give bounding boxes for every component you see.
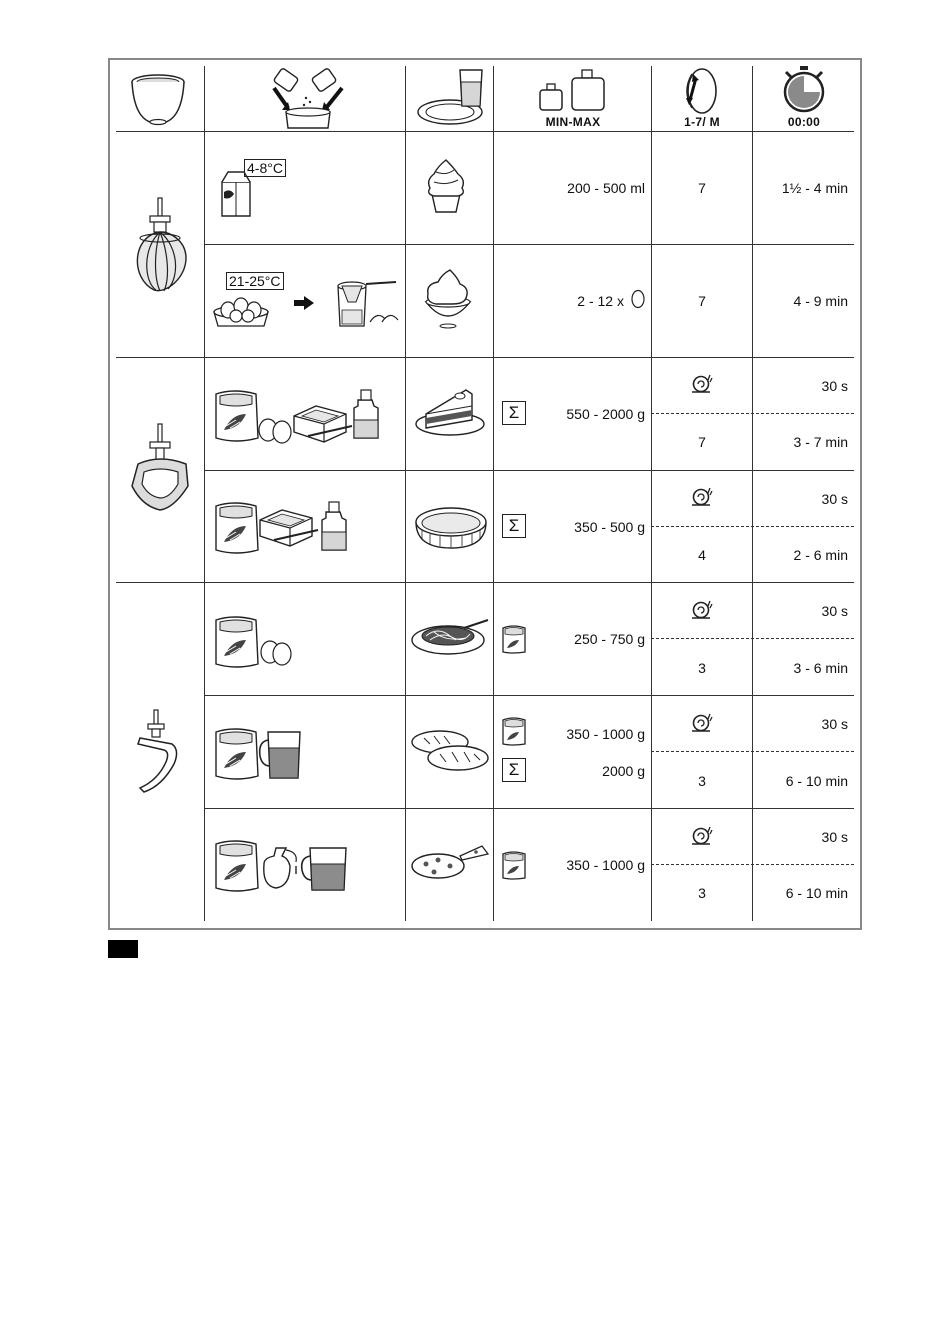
quantity-value: 550 - 2000 g xyxy=(566,406,645,422)
column-divider xyxy=(651,66,652,921)
row-divider xyxy=(116,357,854,358)
row-divider xyxy=(204,808,854,809)
sum-icon: Σ xyxy=(502,401,526,425)
speed-dial-icon xyxy=(680,66,724,116)
dough-hook-icon xyxy=(136,710,182,796)
bowl-icon xyxy=(128,68,188,128)
timer-icon xyxy=(780,66,828,114)
dashed-divider xyxy=(651,864,854,865)
whipped-cream-icon xyxy=(424,158,468,214)
quantity-value: 250 - 750 g xyxy=(574,631,645,647)
speed-header: 1-7/ M xyxy=(684,115,720,129)
quantity-value: 2000 g xyxy=(602,763,645,779)
time-value: 30 s xyxy=(821,829,848,845)
row-divider xyxy=(204,470,854,471)
egg-separator-icon xyxy=(334,276,400,332)
flour-bag-small-icon xyxy=(501,850,527,880)
row-divider xyxy=(116,582,854,583)
time-header: 00:00 xyxy=(787,115,821,129)
row-divider xyxy=(204,695,854,696)
time-value: 30 s xyxy=(821,491,848,507)
flour-bag-small-icon xyxy=(501,716,527,746)
quantity-value: 200 - 500 ml xyxy=(567,180,645,196)
snail-icon xyxy=(690,487,712,509)
snail-icon xyxy=(690,826,712,848)
ingredients-icon xyxy=(268,66,348,130)
quantity-value: 350 - 1000 g xyxy=(566,726,645,742)
column-divider xyxy=(204,66,205,921)
quantity-value: 350 - 1000 g xyxy=(566,857,645,873)
dashed-divider xyxy=(651,413,854,414)
time-value: 2 - 6 min xyxy=(793,547,848,563)
column-divider xyxy=(405,66,406,921)
egg-foam-icon xyxy=(422,268,474,328)
spaghetti-plate-icon xyxy=(410,616,490,658)
egg-tray-icon xyxy=(212,294,270,330)
tart-icon xyxy=(412,502,490,550)
bread-loaves-icon xyxy=(410,728,490,772)
quantity-value: 350 - 500 g xyxy=(574,519,645,535)
flour-eggs-icon xyxy=(212,612,292,670)
speed-value: 4 xyxy=(698,547,706,563)
milk-carton-icon xyxy=(218,170,254,218)
snail-icon xyxy=(690,600,712,622)
flour-water-icon xyxy=(212,724,302,782)
plate-glass-icon xyxy=(414,68,486,128)
time-value: 3 - 6 min xyxy=(793,660,848,676)
dashed-divider xyxy=(651,526,854,527)
sum-icon: Σ xyxy=(502,758,526,782)
shortcrust-ingredients-icon xyxy=(212,498,352,558)
dashed-divider xyxy=(651,751,854,752)
time-value: 6 - 10 min xyxy=(785,885,848,901)
column-divider xyxy=(493,66,494,921)
mixing-paddle-icon xyxy=(128,424,192,514)
whisk-icon xyxy=(132,198,188,294)
speed-value: 3 xyxy=(698,885,706,901)
speed-value: 3 xyxy=(698,773,706,789)
weight-range-header: MIN-MAX xyxy=(545,115,601,129)
weights-icon xyxy=(538,68,608,112)
sum-icon: Σ xyxy=(502,514,526,538)
egg-icon xyxy=(631,289,645,309)
time-value: 30 s xyxy=(821,603,848,619)
dashed-divider xyxy=(651,638,854,639)
speed-value: 7 xyxy=(698,293,706,309)
language-marker-block xyxy=(108,940,138,958)
speed-value: 7 xyxy=(698,180,706,196)
time-value: 30 s xyxy=(821,716,848,732)
speed-value: 7 xyxy=(698,434,706,450)
sponge-ingredients-icon xyxy=(212,386,382,446)
flour-oil-water-icon xyxy=(212,836,362,894)
snail-icon xyxy=(690,713,712,735)
pizza-icon xyxy=(410,842,490,882)
flour-bag-small-icon xyxy=(501,624,527,654)
temperature-label: 4-8°C xyxy=(244,159,286,177)
time-value: 3 - 7 min xyxy=(793,434,848,450)
temperature-label: 21-25°C xyxy=(226,272,284,290)
speed-value: 3 xyxy=(698,660,706,676)
time-value: 6 - 10 min xyxy=(785,773,848,789)
time-value: 1½ - 4 min xyxy=(781,180,848,196)
arrow-right-icon xyxy=(294,296,314,310)
time-value: 4 - 9 min xyxy=(793,293,848,309)
row-divider xyxy=(204,244,854,245)
time-value: 30 s xyxy=(821,378,848,394)
row-divider xyxy=(116,131,854,132)
quantity-value: 2 - 12 x xyxy=(577,293,624,309)
cake-slice-icon xyxy=(414,384,486,438)
snail-icon xyxy=(690,374,712,396)
